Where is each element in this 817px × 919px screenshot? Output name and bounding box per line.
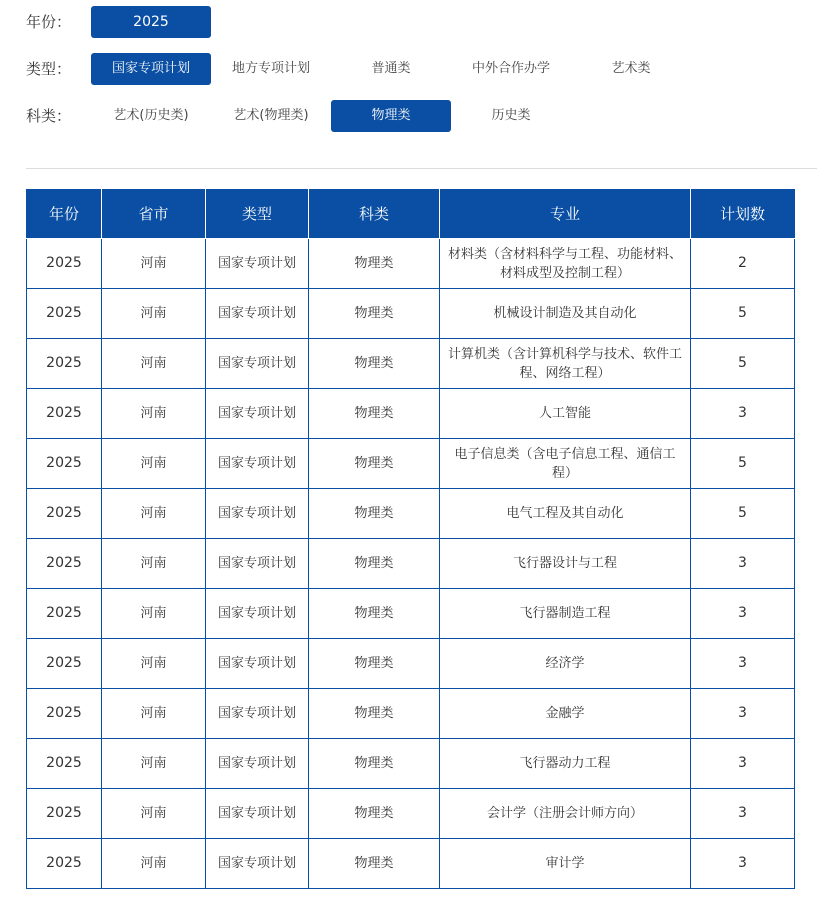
cell-plan-count: 3 [691, 789, 795, 839]
cell-major: 金融学 [440, 689, 691, 739]
table-row [27, 789, 795, 839]
cell-year: 2025 [27, 589, 102, 639]
subject-option-history[interactable]: 历史类 [491, 108, 531, 123]
type-filter-row [0, 53, 817, 85]
cell-major: 审计学 [440, 839, 691, 889]
cell-province: 河南 [102, 739, 206, 789]
cell-type: 国家专项计划 [206, 639, 309, 689]
cell-year: 2025 [27, 739, 102, 789]
cell-province: 河南 [102, 789, 206, 839]
type-option-general[interactable]: 普通类 [371, 61, 411, 76]
cell-province: 河南 [102, 839, 206, 889]
enrollment-plan-table [26, 189, 795, 889]
cell-plan-count: 5 [691, 339, 795, 389]
cell-plan-count: 3 [691, 739, 795, 789]
cell-plan-count: 5 [691, 289, 795, 339]
subject-filter-label: 科类： [26, 107, 72, 125]
cell-type: 国家专项计划 [206, 289, 309, 339]
cell-plan-count: 3 [691, 539, 795, 589]
subject-option-physics[interactable]: 物理类 [331, 100, 451, 132]
cell-plan-count: 3 [691, 689, 795, 739]
cell-subject: 物理类 [309, 539, 440, 589]
cell-subject: 物理类 [309, 689, 440, 739]
cell-subject: 物理类 [309, 389, 440, 439]
cell-major: 飞行器设计与工程 [440, 539, 691, 589]
year-option-2025[interactable]: 2025 [91, 6, 211, 38]
cell-subject: 物理类 [309, 439, 440, 489]
cell-year: 2025 [27, 489, 102, 539]
cell-type: 国家专项计划 [206, 239, 309, 289]
cell-year: 2025 [27, 839, 102, 889]
table-row [27, 539, 795, 589]
cell-subject: 物理类 [309, 289, 440, 339]
cell-province: 河南 [102, 239, 206, 289]
cell-year: 2025 [27, 339, 102, 389]
table-row [27, 289, 795, 339]
cell-year: 2025 [27, 789, 102, 839]
cell-year: 2025 [27, 689, 102, 739]
cell-province: 河南 [102, 689, 206, 739]
header-subject: 科类 [309, 189, 440, 239]
cell-type: 国家专项计划 [206, 739, 309, 789]
table-row [27, 639, 795, 689]
cell-year: 2025 [27, 289, 102, 339]
cell-province: 河南 [102, 489, 206, 539]
cell-year: 2025 [27, 539, 102, 589]
cell-subject: 物理类 [309, 339, 440, 389]
cell-subject: 物理类 [309, 239, 440, 289]
cell-type: 国家专项计划 [206, 339, 309, 389]
cell-type: 国家专项计划 [206, 789, 309, 839]
table-row [27, 389, 795, 439]
cell-plan-count: 5 [691, 439, 795, 489]
cell-major: 机械设计制造及其自动化 [440, 289, 691, 339]
header-type: 类型 [206, 189, 309, 239]
cell-province: 河南 [102, 539, 206, 589]
table-row [27, 239, 795, 289]
table-row [27, 689, 795, 739]
cell-major: 经济学 [440, 639, 691, 689]
subject-filter-row [0, 100, 817, 132]
cell-major: 计算机类（含计算机科学与技术、软件工程、网络工程） [440, 339, 691, 389]
table-row [27, 589, 795, 639]
type-option-national-special[interactable]: 国家专项计划 [91, 53, 211, 85]
cell-year: 2025 [27, 239, 102, 289]
cell-type: 国家专项计划 [206, 389, 309, 439]
header-major: 专业 [440, 189, 691, 239]
cell-plan-count: 5 [691, 489, 795, 539]
table-row [27, 739, 795, 789]
cell-plan-count: 3 [691, 839, 795, 889]
cell-province: 河南 [102, 589, 206, 639]
type-filter-label: 类型： [26, 60, 72, 78]
subject-option-art-history[interactable]: 艺术(历史类) [113, 108, 189, 123]
type-option-local-special[interactable]: 地方专项计划 [231, 61, 310, 76]
cell-year: 2025 [27, 439, 102, 489]
table-body [27, 239, 795, 889]
cell-major: 飞行器动力工程 [440, 739, 691, 789]
cell-province: 河南 [102, 639, 206, 689]
table-row [27, 489, 795, 539]
cell-major: 材料类（含材料科学与工程、功能材料、材料成型及控制工程） [440, 239, 691, 289]
header-province: 省市 [102, 189, 206, 239]
cell-type: 国家专项计划 [206, 839, 309, 889]
cell-subject: 物理类 [309, 839, 440, 889]
cell-province: 河南 [102, 289, 206, 339]
cell-type: 国家专项计划 [206, 539, 309, 589]
cell-subject: 物理类 [309, 739, 440, 789]
cell-province: 河南 [102, 439, 206, 489]
header-plan-count: 计划数 [691, 189, 795, 239]
type-option-art[interactable]: 艺术类 [611, 61, 651, 76]
table-row [27, 339, 795, 389]
section-divider [26, 168, 817, 169]
cell-type: 国家专项计划 [206, 689, 309, 739]
table-header-row [27, 189, 795, 239]
cell-major: 电气工程及其自动化 [440, 489, 691, 539]
cell-subject: 物理类 [309, 639, 440, 689]
cell-year: 2025 [27, 639, 102, 689]
cell-year: 2025 [27, 389, 102, 439]
cell-subject: 物理类 [309, 489, 440, 539]
table-row [27, 839, 795, 889]
subject-option-art-physics[interactable]: 艺术(物理类) [233, 108, 309, 123]
cell-subject: 物理类 [309, 789, 440, 839]
cell-major: 会计学（注册会计师方向） [440, 789, 691, 839]
cell-type: 国家专项计划 [206, 589, 309, 639]
cell-plan-count: 2 [691, 239, 795, 289]
cell-province: 河南 [102, 339, 206, 389]
cell-subject: 物理类 [309, 589, 440, 639]
cell-type: 国家专项计划 [206, 439, 309, 489]
cell-plan-count: 3 [691, 389, 795, 439]
cell-major: 人工智能 [440, 389, 691, 439]
cell-plan-count: 3 [691, 589, 795, 639]
cell-major: 飞行器制造工程 [440, 589, 691, 639]
year-filter-row [0, 6, 817, 38]
cell-type: 国家专项计划 [206, 489, 309, 539]
cell-plan-count: 3 [691, 639, 795, 689]
header-year: 年份 [27, 189, 102, 239]
cell-province: 河南 [102, 389, 206, 439]
type-option-sino-foreign[interactable]: 中外合作办学 [471, 61, 550, 76]
table-row [27, 439, 795, 489]
cell-major: 电子信息类（含电子信息工程、通信工程） [440, 439, 691, 489]
year-filter-label: 年份： [26, 13, 72, 31]
